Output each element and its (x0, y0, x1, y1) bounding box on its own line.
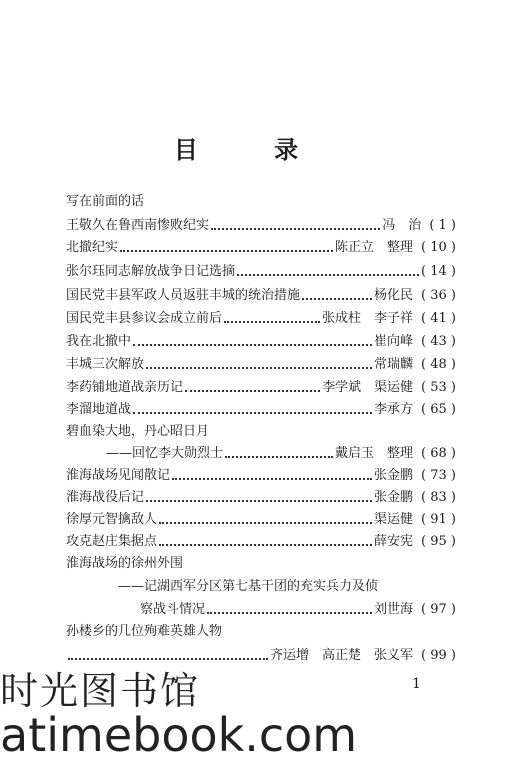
entry-author: 李承方 (374, 402, 414, 417)
entry-author: 常瑞麟 (374, 357, 414, 372)
page-number: 1 (412, 676, 421, 692)
entry-page: ( 53 ) (421, 380, 456, 395)
entry-page: ( 97 ) (421, 602, 456, 617)
toc-entry (66, 420, 456, 440)
entry-page: ( 14 ) (421, 264, 456, 279)
toc-entry (118, 575, 456, 595)
entry-title: 我在北撤中 (66, 334, 132, 349)
leader-dots (159, 513, 372, 524)
entry-title: 丰城三次解放 (66, 357, 145, 372)
entry-author: 崔向峰 (374, 334, 414, 349)
toc-entry (66, 376, 456, 396)
toc-entry (106, 442, 456, 462)
toc-entry (66, 260, 456, 280)
watermark-text: 时光图书馆 (0, 669, 201, 713)
leader-dots (185, 381, 320, 392)
leader-dots (237, 265, 419, 276)
leader-dots (133, 403, 372, 414)
entry-title: 李溜地道战 (66, 402, 132, 417)
entry-author: 李学斌 渠运健 (322, 380, 414, 395)
leader-dots (146, 491, 372, 502)
toc-entry (66, 353, 456, 373)
entry-author: 冯 治 (382, 218, 422, 233)
toc-entry (66, 330, 456, 350)
entry-author: 薛安宪 (374, 534, 414, 549)
entry-page: ( 73 ) (421, 468, 456, 483)
entry-page: ( 10 ) (421, 240, 456, 255)
toc-entry (66, 486, 456, 506)
page-title: 目 录 (173, 135, 333, 164)
entry-author: 张金鹏 (374, 490, 414, 505)
toc-entry (66, 398, 456, 418)
toc-entry (66, 307, 456, 327)
entry-page: ( 36 ) (421, 288, 456, 303)
entry-page: ( 1 ) (429, 218, 456, 233)
entry-author: 张金鹏 (374, 468, 414, 483)
toc-entry (66, 284, 456, 304)
entry-author: 齐运增 高正楚 张义军 (270, 648, 414, 663)
entry-author: 陈正立 整理 (335, 240, 414, 255)
entry-title: 王敬久在鲁西南惨败纪实 (66, 218, 210, 233)
entry-page: ( 91 ) (421, 512, 456, 527)
leader-dots (146, 358, 372, 369)
entry-title: 察战斗情况 (140, 602, 206, 617)
entry-author: 戴启玉 整理 (335, 446, 414, 461)
toc-entry (66, 620, 456, 640)
entry-title: 写在前面的话 (66, 194, 145, 209)
entry-author: 刘世海 (374, 602, 414, 617)
toc-entry (66, 190, 456, 210)
entry-title: 孙楼乡的几位殉难英雄人物 (66, 624, 223, 639)
entry-author: 渠运健 (374, 512, 414, 527)
leader-dots (172, 469, 372, 480)
toc-entry (66, 214, 456, 234)
entry-title: 淮海战役后记 (66, 490, 145, 505)
toc-entry (66, 464, 456, 484)
leader-dots (133, 335, 372, 346)
entry-page: ( 43 ) (421, 334, 456, 349)
toc-entry (66, 508, 456, 528)
entry-author: 杨化民 (374, 288, 414, 303)
entry-author: 张成柱 李子祥 (322, 311, 414, 326)
leader-dots (225, 447, 333, 458)
toc-entry (140, 598, 456, 618)
entry-title: ——记湖西军分区第七基干团的充实兵力及侦 (118, 579, 379, 594)
entry-title: 张尔珏同志解放战争日记选摘 (66, 264, 236, 279)
toc-entry (66, 530, 456, 550)
entry-page: ( 99 ) (421, 648, 456, 663)
entry-title: 北撤纪实 (66, 240, 119, 255)
leader-dots (224, 312, 320, 323)
entry-title: 攻克赵庄集据点 (66, 534, 158, 549)
leader-dots (302, 289, 372, 300)
entry-title: 国民党丰县军政人员返驻丰城的统治措施 (66, 288, 301, 303)
entry-page: ( 41 ) (421, 311, 456, 326)
entry-page: ( 83 ) (421, 490, 456, 505)
entry-title: 李药铺地道战亲历记 (66, 380, 184, 395)
entry-title: 徐厚元智擒敌人 (66, 512, 158, 527)
entry-title: 国民党丰县参议会成立前后 (66, 311, 223, 326)
entry-title: 碧血染大地，丹心昭日月 (66, 424, 210, 439)
leader-dots (159, 535, 372, 546)
watermark-url: atimebook.com (0, 708, 358, 762)
toc-entry (66, 552, 456, 572)
entry-page: ( 65 ) (421, 402, 456, 417)
toc-entry (66, 236, 456, 256)
leader-dots (120, 241, 333, 252)
entry-page: ( 95 ) (421, 534, 456, 549)
leader-dots (68, 649, 268, 660)
entry-page: ( 48 ) (421, 357, 456, 372)
leader-dots (211, 219, 380, 230)
leader-dots (207, 603, 372, 614)
entry-title: 淮海战场见闻散记 (66, 468, 171, 483)
entry-page: ( 68 ) (421, 446, 456, 461)
entry-title: ——回忆李大勋烈士 (106, 446, 224, 461)
entry-title: 淮海战场的徐州外围 (66, 556, 184, 571)
